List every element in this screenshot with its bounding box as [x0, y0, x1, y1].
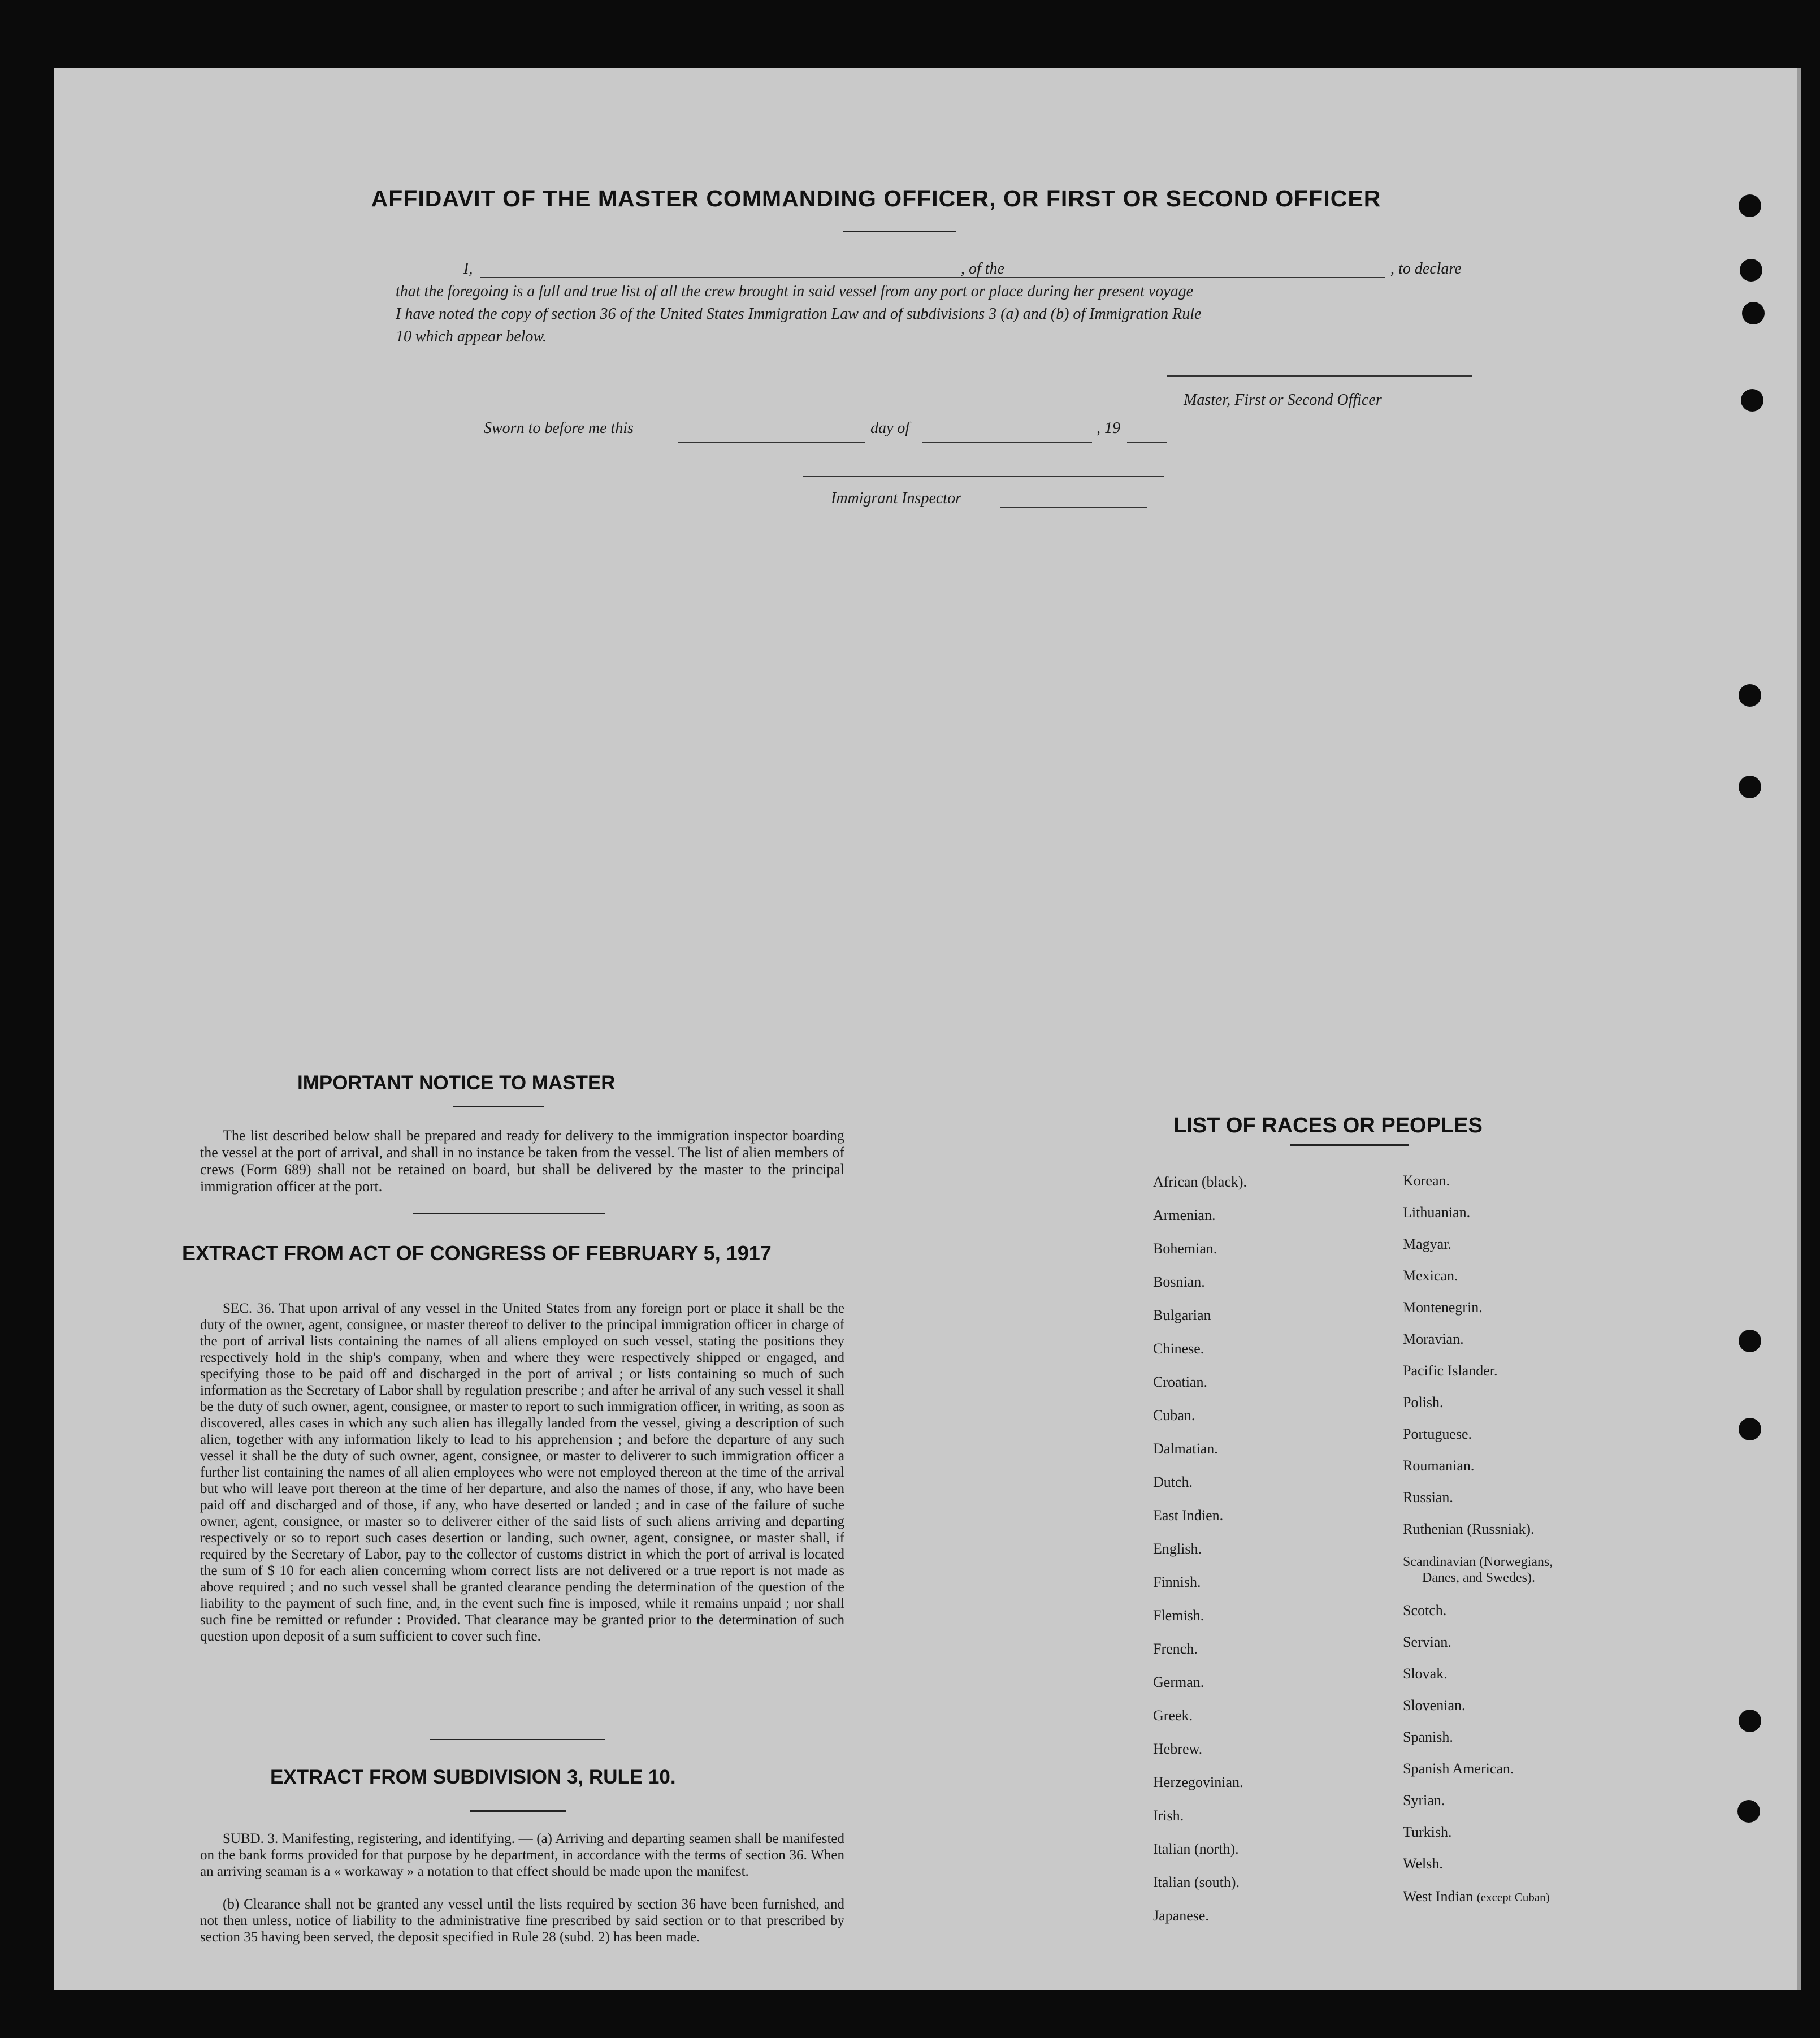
to-declare-label: , to declare — [1390, 260, 1462, 278]
race-item: African (black). — [1153, 1174, 1247, 1190]
race-item: Italian (north). — [1153, 1841, 1239, 1857]
binder-hole — [1742, 302, 1765, 324]
race-item: Welsh. — [1403, 1855, 1443, 1872]
race-item-note: (except Cuban) — [1476, 1890, 1550, 1904]
race-item: Roumanian. — [1403, 1457, 1475, 1474]
day-of-label: day of — [870, 419, 910, 437]
race-item: English. — [1153, 1541, 1202, 1557]
sworn-label: Sworn to before me this — [484, 419, 634, 437]
inspector-signature-line — [803, 476, 1164, 477]
vessel-line — [1017, 277, 1385, 278]
sworn-year-line — [1127, 442, 1167, 443]
race-item: French. — [1153, 1641, 1198, 1657]
race-item: Croatian. — [1153, 1374, 1208, 1390]
race-item: Polish. — [1403, 1394, 1444, 1410]
divider — [1290, 1144, 1409, 1146]
race-item: Chinese. — [1153, 1340, 1204, 1357]
inspector-line — [1000, 507, 1147, 508]
race-item: Mexican. — [1403, 1267, 1458, 1284]
inspector-label: Immigrant Inspector — [831, 490, 961, 507]
divider — [413, 1213, 605, 1214]
race-item: Servian. — [1403, 1634, 1451, 1650]
race-item: Scandinavian (Norwegians, — [1403, 1555, 1553, 1569]
declaration-line-4: 10 which appear below. — [396, 328, 547, 345]
race-item: Ruthenian (Russniak). — [1403, 1521, 1535, 1537]
race-item: Dalmatian. — [1153, 1440, 1218, 1457]
race-item: Hebrew. — [1153, 1741, 1203, 1757]
master-signature-line — [1167, 375, 1472, 377]
race-item: Spanish American. — [1403, 1760, 1514, 1777]
race-item: Lithuanian. — [1403, 1204, 1471, 1221]
races-heading: LIST OF RACES OR PEOPLES — [1173, 1114, 1483, 1137]
sworn-day-line — [678, 442, 865, 443]
declaration-line-2: that the foregoing is a full and true list of all the crew brought in said vessel from any port or place during her present voyage — [396, 283, 1194, 300]
race-item: Scotch. — [1403, 1602, 1447, 1619]
binder-hole — [1737, 1800, 1760, 1823]
race-item: Bosnian. — [1153, 1274, 1205, 1290]
i-label: I, — [463, 260, 473, 278]
race-item-label: West Indian — [1403, 1888, 1474, 1905]
rule-extract-text-a: SUBD. 3. Manifesting, registering, and identifying. — (a) Arriving and departing seamen shall be manifested on the bank forms provided for that purpose by he department, in accordance with the terms of section 36. When an arriving seaman is a « workaway » a notation to that effect should be made upon the manifest. — [200, 1831, 844, 1879]
race-item: Danes, and Swedes). — [1422, 1570, 1535, 1585]
binder-hole — [1739, 776, 1761, 798]
race-item: Spanish. — [1403, 1729, 1453, 1745]
race-item: Irish. — [1153, 1807, 1184, 1824]
declaration-line-3: I have noted the copy of section 36 of the United States Immigration Law and of subdivisions 3 (a) and (b) of Immigration Rule — [396, 305, 1202, 323]
of-the-label: , of the — [961, 260, 1004, 278]
race-item: Magyar. — [1403, 1236, 1451, 1252]
race-item: Cuban. — [1153, 1407, 1195, 1423]
race-item: Herzegovinian. — [1153, 1774, 1243, 1790]
document-sheet — [54, 68, 1801, 1990]
race-item: Dutch. — [1153, 1474, 1193, 1490]
divider — [453, 1106, 544, 1107]
race-item: Japanese. — [1153, 1907, 1209, 1924]
notice-heading: IMPORTANT NOTICE TO MASTER — [297, 1072, 616, 1094]
race-item: Montenegrin. — [1403, 1299, 1483, 1316]
affidavit-title: AFFIDAVIT OF THE MASTER COMMANDING OFFICER, OR FIRST OR SECOND OFFICER — [371, 185, 1381, 211]
rule-extract-heading: EXTRACT FROM SUBDIVISION 3, RULE 10. — [270, 1766, 676, 1788]
race-item: German. — [1153, 1674, 1204, 1690]
sworn-month-line — [922, 442, 1092, 443]
race-item: Slovenian. — [1403, 1697, 1466, 1714]
race-item: Armenian. — [1153, 1207, 1216, 1223]
race-item: Turkish. — [1403, 1824, 1452, 1840]
race-item: Slovak. — [1403, 1665, 1448, 1682]
affidavit-declaration — [396, 258, 1475, 348]
race-item: Russian. — [1403, 1489, 1453, 1505]
race-item: Pacific Islander. — [1403, 1362, 1498, 1379]
race-item: Italian (south). — [1153, 1874, 1240, 1890]
binder-hole — [1740, 259, 1762, 282]
rule-extract-text-b: (b) Clearance shall not be granted any vessel until the lists required by section 36 have been furnished, and not then unless, notice of liability to the administrative fine prescribed by said section or to that prescribed by section 35 having been served, the deposit specified in Rule 28 (subd. 2) has been made. — [200, 1897, 844, 1945]
act-extract-heading: EXTRACT FROM ACT OF CONGRESS OF FEBRUARY 5, 1917 — [182, 1241, 772, 1265]
race-item: Finnish. — [1153, 1574, 1201, 1590]
race-item: Bohemian. — [1153, 1240, 1217, 1257]
race-item: Portuguese. — [1403, 1426, 1472, 1442]
race-item: Bulgarian — [1153, 1307, 1211, 1323]
notice-text: The list described below shall be prepared and ready for delivery to the immigration inspector boarding the vessel at the port of arrival, and shall in no instance be taken from the vessel. The list of alien members of crews (Form 689) shall not be retained on board, but shall be delivered by the master to the principal immigration officer at the port. — [200, 1127, 844, 1195]
race-item: Korean. — [1403, 1172, 1450, 1189]
race-item: Syrian. — [1403, 1792, 1445, 1808]
divider — [843, 231, 956, 232]
year-prefix: , 19 — [1097, 419, 1120, 437]
binder-hole — [1739, 1710, 1761, 1732]
race-item: Greek. — [1153, 1707, 1193, 1724]
race-item: Moravian. — [1403, 1331, 1464, 1347]
master-label: Master, First or Second Officer — [1184, 391, 1382, 409]
divider — [430, 1739, 605, 1740]
race-item: East Indien. — [1153, 1507, 1224, 1524]
race-item — [1403, 1888, 1550, 1905]
binder-hole — [1739, 1330, 1761, 1352]
divider — [470, 1810, 566, 1812]
binder-hole — [1739, 1418, 1761, 1440]
race-item: Flemish. — [1153, 1607, 1204, 1624]
act-extract-text: SEC. 36. That upon arrival of any vessel in the United States from any foreign port or place it shall be the duty of the owner, agent, consignee, or master thereof to deliver to the principal immigration officer in charge of the port of arrival lists containing the names of all aliens employed on such vessel, stating the positions they respectively hold in the ship's company, when and where they were respectively shipped or engaged, and specifying those to be paid off and discharged in the port of arrival ; or lists containing so much of such information as the Secretary of Labor shall by regulation prescribe ; and after he arrival of any such vessel it shall be the duty of such owner, agent, consignee, or master to report to such immigration officer, in writing, as soon as discovered, alles cases in which any such alien has illegally landed from the vessel, giving a description of such alien, together with any information likely to lead to his apprehension ; and before the departure of any such vessel it shall be the duty of such owner, agent, consignee, or master to deliverer to such immigration officer a further list containing the names of all alien employees who were not employed thereon at the time of the arrival but who will leave port thereon at the time of her departure, and also the names of those, if any, who have been paid off and discharged and of those, if any, who have deserted or landed ; and in case of the failure of suche owner, agent, consignee, or master so to deliverer either of the said lists of such aliens arriving and departing respectively or so to report such cases desertion or landing, such owner, agent, consignee, or master shall, if required by the Secretary of Labor, pay to the collector of customs district in which the port of arrival is located the sum of $ 10 for each alien concerning whom correct lists are not delivered or a true report is not made as above required ; and no such vessel shall be granted clearance pending the determination of the question of the liability to the payment of such fine, and, in the event such fine is imposed, while it remains unpaid ; nor shall such fine be remitted or refunder : Provided. That clearance may be granted prior to the determination of such question upon deposit of a sum sufficient to cover such fine. — [200, 1301, 844, 1644]
binder-hole — [1741, 389, 1763, 412]
binder-hole — [1739, 684, 1761, 707]
